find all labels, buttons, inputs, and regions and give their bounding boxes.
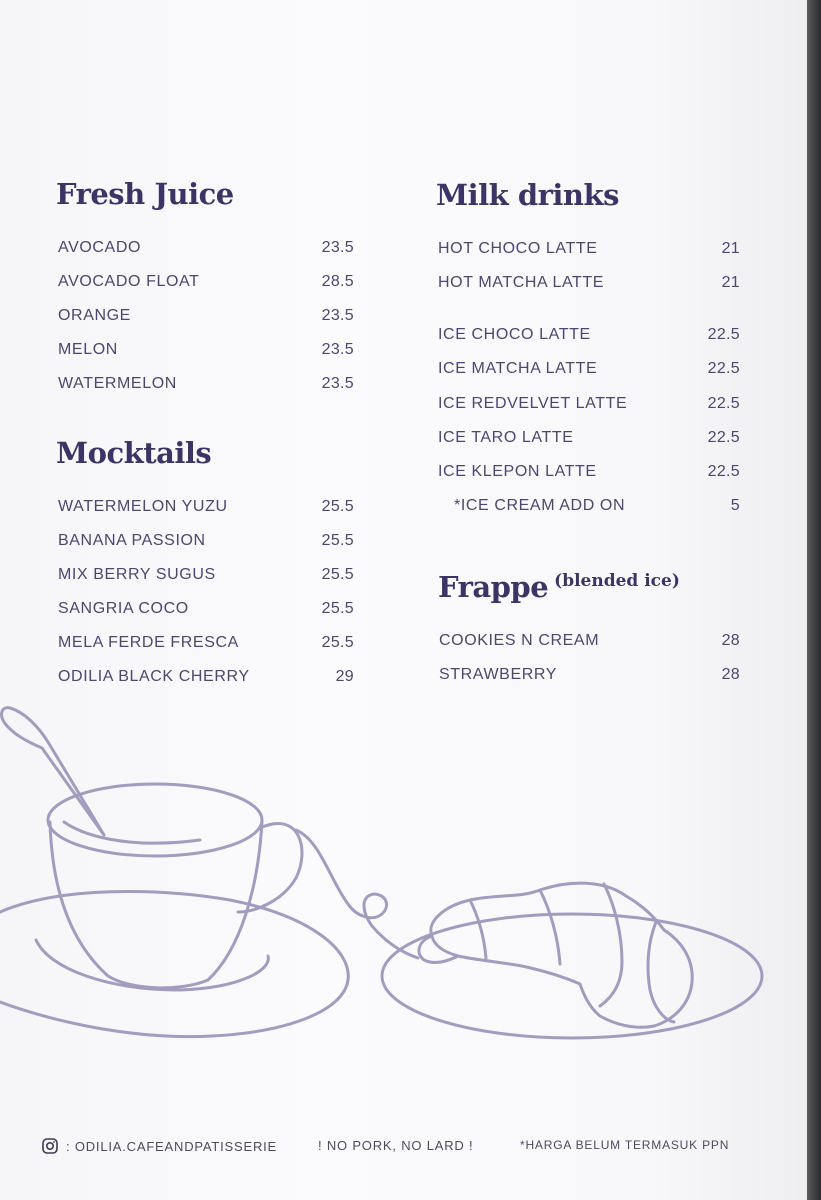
menu-item <box>438 324 740 346</box>
item-price: 23.5 <box>321 375 354 392</box>
item-price: 23.5 <box>321 307 354 324</box>
item-name: ICE TARO LATTE <box>438 429 574 446</box>
background-edge <box>807 0 821 1200</box>
item-price: 21 <box>721 274 740 291</box>
menu-item <box>58 271 354 293</box>
menu-item <box>58 373 354 395</box>
item-name: HOT MATCHA LATTE <box>438 274 605 291</box>
menu-item <box>58 339 354 361</box>
menu-item <box>439 630 740 652</box>
item-name: ODILIA BLACK CHERRY <box>58 668 250 685</box>
item-price: 25.5 <box>321 532 354 549</box>
plate <box>382 914 762 1038</box>
menu-item <box>438 358 740 380</box>
frappe-subtitle: (blended ice) <box>554 571 680 591</box>
item-price: 5 <box>730 497 740 514</box>
item-price: 21 <box>721 240 740 257</box>
menu-item <box>438 461 740 483</box>
item-price: 29 <box>335 668 354 685</box>
item-name: ORANGE <box>58 307 131 324</box>
item-name: MIX BERRY SUGUS <box>58 566 216 583</box>
item-price: 28 <box>721 666 740 683</box>
cup-rim <box>48 784 262 856</box>
item-name: WATERMELON YUZU <box>58 498 228 515</box>
spoon-icon <box>2 708 104 835</box>
section-title-fresh-juice: Fresh Juice <box>56 177 234 211</box>
menu-item <box>58 496 354 518</box>
section-title-milk-drinks: Milk drinks <box>436 178 619 212</box>
item-name: AVOCADO <box>58 239 142 256</box>
item-price: 28 <box>721 632 740 649</box>
item-price: 25.5 <box>321 566 354 583</box>
section-title-mocktails: Mocktails <box>56 436 212 470</box>
item-name: COOKIES N CREAM <box>439 632 600 649</box>
saucer <box>0 891 348 1036</box>
menu-item <box>438 427 740 449</box>
menu-item <box>438 238 740 260</box>
frappe-title: Frappe <box>438 570 549 604</box>
item-price: 23.5 <box>321 239 354 256</box>
item-name: HOT CHOCO LATTE <box>438 240 598 257</box>
menu-item <box>58 237 354 259</box>
connecting-line <box>296 830 418 958</box>
menu-item <box>438 272 740 294</box>
item-price: 25.5 <box>321 634 354 651</box>
item-name: SANGRIA COCO <box>58 600 189 617</box>
menu-item <box>58 305 354 327</box>
item-price: 28.5 <box>321 273 354 290</box>
item-name: *ICE CREAM ADD ON <box>454 497 626 514</box>
menu-item <box>439 664 740 686</box>
tax-note-text: *HARGA BELUM TERMASUK PPN <box>520 1138 730 1152</box>
menu-item <box>58 530 354 552</box>
item-price: 25.5 <box>321 600 354 617</box>
footer-no-pork-note <box>318 1138 473 1153</box>
footer-tax-note <box>520 1138 729 1152</box>
menu-item <box>58 598 354 620</box>
item-price: 25.5 <box>321 498 354 515</box>
item-price: 23.5 <box>321 341 354 358</box>
item-name: MELA FERDE FRESCA <box>58 634 239 651</box>
item-price: 22.5 <box>707 326 740 343</box>
item-name: AVOCADO FLOAT <box>58 273 200 290</box>
instagram-handle: : ODILIA.CAFEANDPATISSERIE <box>66 1138 278 1154</box>
menu-item-addon <box>438 495 740 517</box>
croissant-icon <box>431 883 692 1027</box>
item-name: MELON <box>58 341 118 358</box>
menu-item <box>58 564 354 586</box>
item-name: ICE REDVELVET LATTE <box>438 395 628 412</box>
item-name: BANANA PASSION <box>58 532 206 549</box>
item-name: ICE MATCHA LATTE <box>438 360 598 377</box>
item-name: WATERMELON <box>58 375 177 392</box>
footer-instagram <box>42 1138 277 1154</box>
item-price: 22.5 <box>707 429 740 446</box>
menu-item <box>438 393 740 415</box>
instagram-icon <box>42 1138 58 1154</box>
item-name: ICE CHOCO LATTE <box>438 326 591 343</box>
item-name: ICE KLEPON LATTE <box>438 463 597 480</box>
coffee-croissant-illustration <box>0 690 807 1060</box>
menu-item <box>58 632 354 654</box>
item-name: STRAWBERRY <box>439 666 558 683</box>
menu-item <box>58 666 354 688</box>
item-price: 22.5 <box>707 463 740 480</box>
section-title-frappe <box>438 570 680 604</box>
no-pork-text: ! NO PORK, NO LARD ! <box>318 1138 474 1153</box>
item-price: 22.5 <box>707 360 740 377</box>
item-price: 22.5 <box>707 395 740 412</box>
